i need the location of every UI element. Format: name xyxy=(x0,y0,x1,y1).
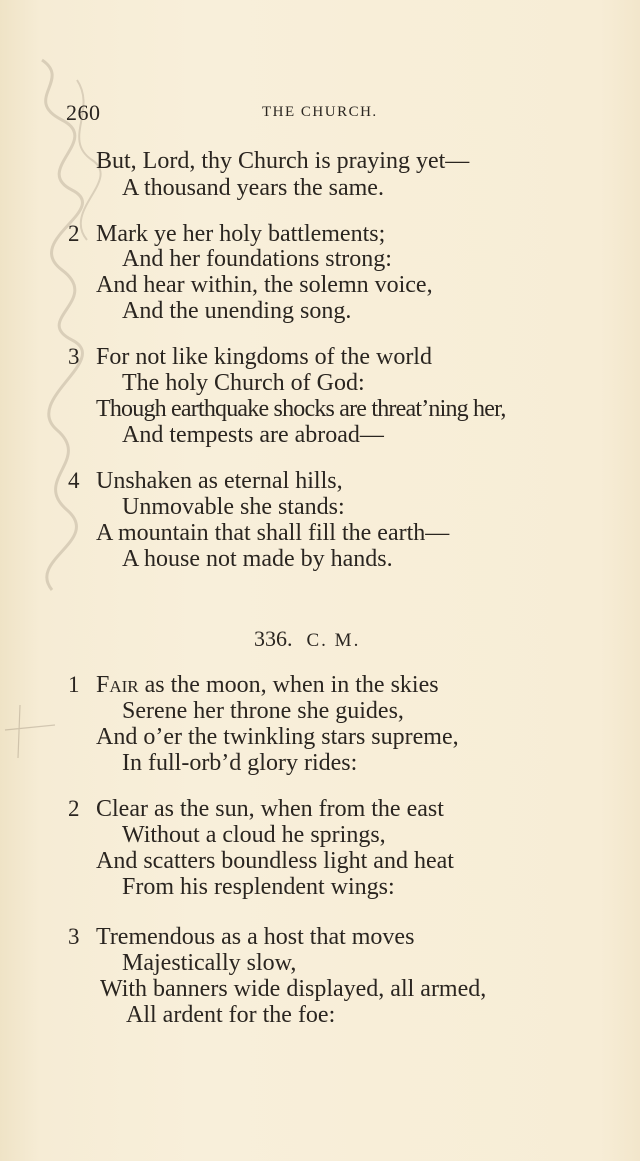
stanza-number: 4 xyxy=(68,468,80,493)
page-number: 260 xyxy=(66,100,101,125)
verse-line: For not like kingdoms of the world xyxy=(96,344,432,370)
verse-line: Serene her throne she guides, xyxy=(122,698,404,724)
verse-line: Without a cloud he springs, xyxy=(122,822,386,848)
running-head: THE CHURCH. xyxy=(262,104,378,120)
verse-line: Unshaken as eternal hills, xyxy=(96,468,343,494)
stanza-number: 3 xyxy=(68,924,80,949)
verse-line: And her foundations strong: xyxy=(122,246,392,272)
stanza-number: 1 xyxy=(68,672,80,697)
verse-line: And tempests are abroad— xyxy=(122,422,384,448)
verse-line: In full-orb’d glory rides: xyxy=(122,750,358,776)
verse-line: But, Lord, thy Church is praying yet— xyxy=(96,148,470,174)
stanza-number: 2 xyxy=(68,796,80,821)
page-header xyxy=(0,100,640,130)
verse-line: And hear within, the solemn voice, xyxy=(96,272,433,298)
verse-line: Mark ye her holy battlements; xyxy=(96,221,386,247)
verse-line: Tremendous as a host that moves xyxy=(96,924,415,950)
stanza-number: 3 xyxy=(68,344,80,369)
verse-line: A thousand years the same. xyxy=(122,175,384,201)
verse-line: Unmovable she stands: xyxy=(122,494,345,520)
hymn-meter: C. M. xyxy=(306,630,361,651)
hymn-number: 336. xyxy=(254,626,293,651)
verse-line: A mountain that shall fill the earth— xyxy=(96,520,450,546)
verse-line: With banners wide displayed, all armed, xyxy=(100,976,487,1002)
initial-word: Fair xyxy=(96,672,139,698)
verse-line: Clear as the sun, when from the east xyxy=(96,796,444,822)
verse-line: All ardent for the foe: xyxy=(126,1002,336,1028)
verse-line-rest: as the moon, when in the skies xyxy=(138,672,439,698)
verse-line: And scatters boundless light and heat xyxy=(96,848,454,874)
verse-line: The holy Church of God: xyxy=(122,370,365,396)
verse-line: And o’er the twinkling stars supreme, xyxy=(96,724,459,750)
verse-line xyxy=(96,672,439,698)
hymn-heading xyxy=(254,626,360,652)
verse-line: Though earthquake shocks are threat’ning her, xyxy=(96,396,506,422)
verse-line: A house not made by hands. xyxy=(122,546,393,572)
stanza-number: 2 xyxy=(68,221,80,246)
margin-pencil-mark xyxy=(0,700,60,760)
verse-line: Majestically slow, xyxy=(122,950,297,976)
verse-line: And the unending song. xyxy=(122,298,352,324)
verse-line: From his resplendent wings: xyxy=(122,874,395,900)
